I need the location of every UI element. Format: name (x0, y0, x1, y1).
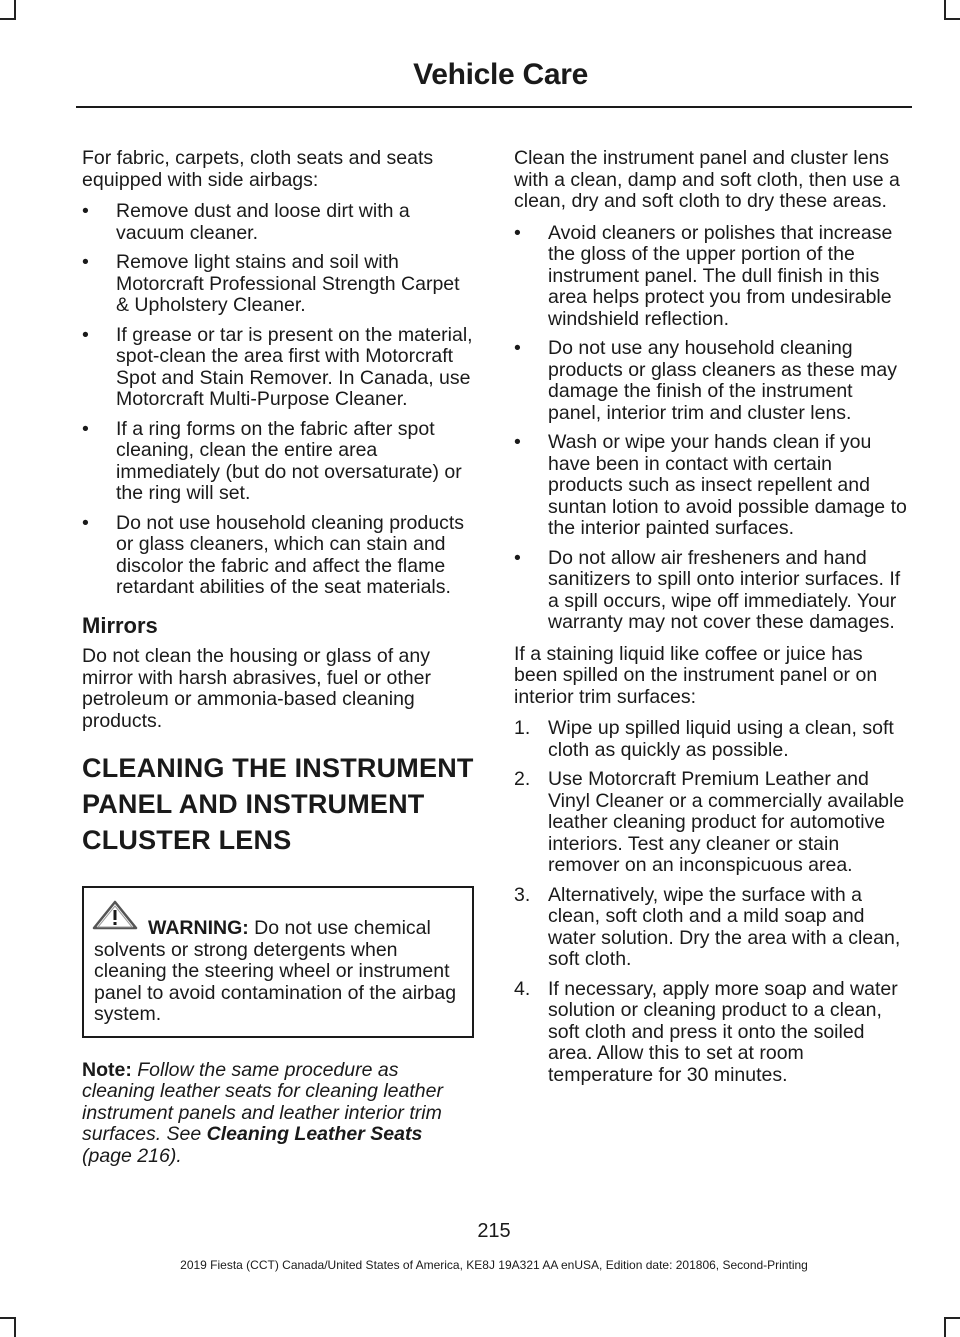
crop-mark (14, 0, 16, 20)
instrument-panel-intro: Clean the instrument panel and cluster lens with a clean, damp and soft cloth, then use a clean, dry and soft cloth to dry these areas. (514, 147, 900, 212)
bullet-icon: • (514, 221, 521, 244)
list-item: • Do not use any household cleaning products or glass cleaners as these may damage the finish of the instrument panel, interior trim and cluster lens. (514, 337, 898, 424)
fabric-bullet-list (82, 201, 474, 599)
footer-edition-info: 2019 Fiesta (CCT) Canada/United States of America, KE8J 19A321 AA enUSA, Edition date: 201806, Second-Printing (180, 1258, 808, 1272)
crop-mark (14, 1317, 16, 1337)
step-number: 1. (514, 717, 531, 739)
header-divider (76, 106, 912, 108)
page-number: 215 (477, 1220, 511, 1242)
bullet-icon: • (514, 337, 521, 359)
list-item: • Remove light stains and soil with Motorcraft Professional Strength Carpet & Upholstery Cleaner. (82, 251, 460, 316)
crop-mark (0, 18, 16, 20)
crop-mark (944, 1317, 960, 1319)
list-item: • Do not allow air fresheners and hand sanitizers to spill onto interior surfaces. If a spill occurs, wipe off immediately. Your warranty may not cover these damages. (514, 546, 901, 633)
warning-text: WARNING: Do not use chemical solvents or strong detergents when cleaning the steering wheel or instrument panel to avoid contamination of the airbag system. (94, 917, 457, 1025)
step-number: 3. (514, 883, 531, 906)
bullet-icon: • (82, 323, 89, 346)
list-item: 4. If necessary, apply more soap and water solution or cleaning product to a clean, soft cloth and press it onto the soiled area. Allow this to set at room temperature for 30 minutes. (514, 977, 898, 1086)
left-column (82, 148, 474, 1177)
spill-intro: If a staining liquid like coffee or juice has been spilled on the instrument panel or on interior trim surfaces: (514, 642, 878, 708)
mirrors-heading: Mirrors (82, 612, 158, 638)
list-item: • Do not use household cleaning products or glass cleaners, which can stain and discolor the fabric and affect the flame retardant abilities of the seat materials. (82, 511, 464, 598)
step-number: 2. (514, 768, 531, 790)
list-item: 3. Alternatively, wipe the surface with a clean, soft cloth and a mild soap and water solution. Dry the area with a clean, soft cloth. (514, 883, 901, 970)
section-heading: CLEANING THE INSTRUMENT PANEL AND INSTRUMENT CLUSTER LENS (82, 753, 474, 855)
cross-reference-page: (page 216). (82, 1144, 182, 1167)
crop-mark (0, 1317, 16, 1319)
crop-mark (944, 0, 946, 20)
list-item: • If a ring forms on the fabric after spot cleaning, clean the entire area immediately (but do not oversaturate) or the ring will set. (82, 417, 462, 504)
list-item: 1. Wipe up spilled liquid using a clean, soft cloth as quickly as possible. (514, 717, 894, 761)
step-number: 4. (514, 977, 531, 1000)
list-item: • Wash or wipe your hands clean if you have been in contact with certain products such as insect repellent and suntan lotion to avoid possible damage to the interior painted surfaces. (514, 431, 907, 539)
bullet-icon: • (82, 511, 89, 534)
bullet-icon: • (82, 417, 89, 440)
note-label: Note: (82, 1058, 132, 1081)
list-item: • If grease or tar is present on the material, spot-clean the area first with Motorcraft Spot and Stain Remover. In Canada, use Motorcraft Multi-Purpose Cleaner. (82, 323, 473, 410)
bullet-icon: • (514, 431, 521, 453)
instrument-bullet-list (514, 223, 908, 634)
note: Note: Follow the same procedure as cleaning leather seats for cleaning leather instrument panels and leather interior trim surfaces. See Cleaning Leather Seats (page 216). (82, 1058, 443, 1167)
bullet-icon: • (82, 200, 89, 222)
warning-box (82, 886, 474, 1038)
warning-label: WARNING: (148, 917, 249, 939)
spill-steps-list (514, 718, 908, 1086)
right-column (514, 148, 908, 1094)
warning-triangle-icon (92, 900, 138, 930)
list-item: 2. Use Motorcraft Premium Leather and Vinyl Cleaner or a commercially available leather cleaning product for automotive interiors. Test any cleaner or stain remover on an inconspicuous area. (514, 768, 905, 876)
mirrors-text: Do not clean the housing or glass of any mirror with harsh abrasives, fuel or other petroleum or ammonia-based cleaning products. (82, 645, 431, 732)
page-title: Vehicle Care (413, 58, 588, 91)
bullet-icon: • (82, 251, 89, 273)
bullet-icon: • (514, 546, 521, 569)
list-item: • Remove dust and loose dirt with a vacuum cleaner. (82, 200, 410, 244)
crop-mark (944, 18, 960, 20)
cross-reference-link[interactable]: Cleaning Leather Seats (206, 1123, 423, 1145)
crop-mark (944, 1317, 946, 1337)
list-item: • Avoid cleaners or polishes that increase the gloss of the upper portion of the instrument panel. The dull finish in this area helps protect you from undesirable windshield reflection. (514, 221, 893, 330)
fabric-intro: For fabric, carpets, cloth seats and seats equipped with side airbags: (82, 147, 434, 191)
